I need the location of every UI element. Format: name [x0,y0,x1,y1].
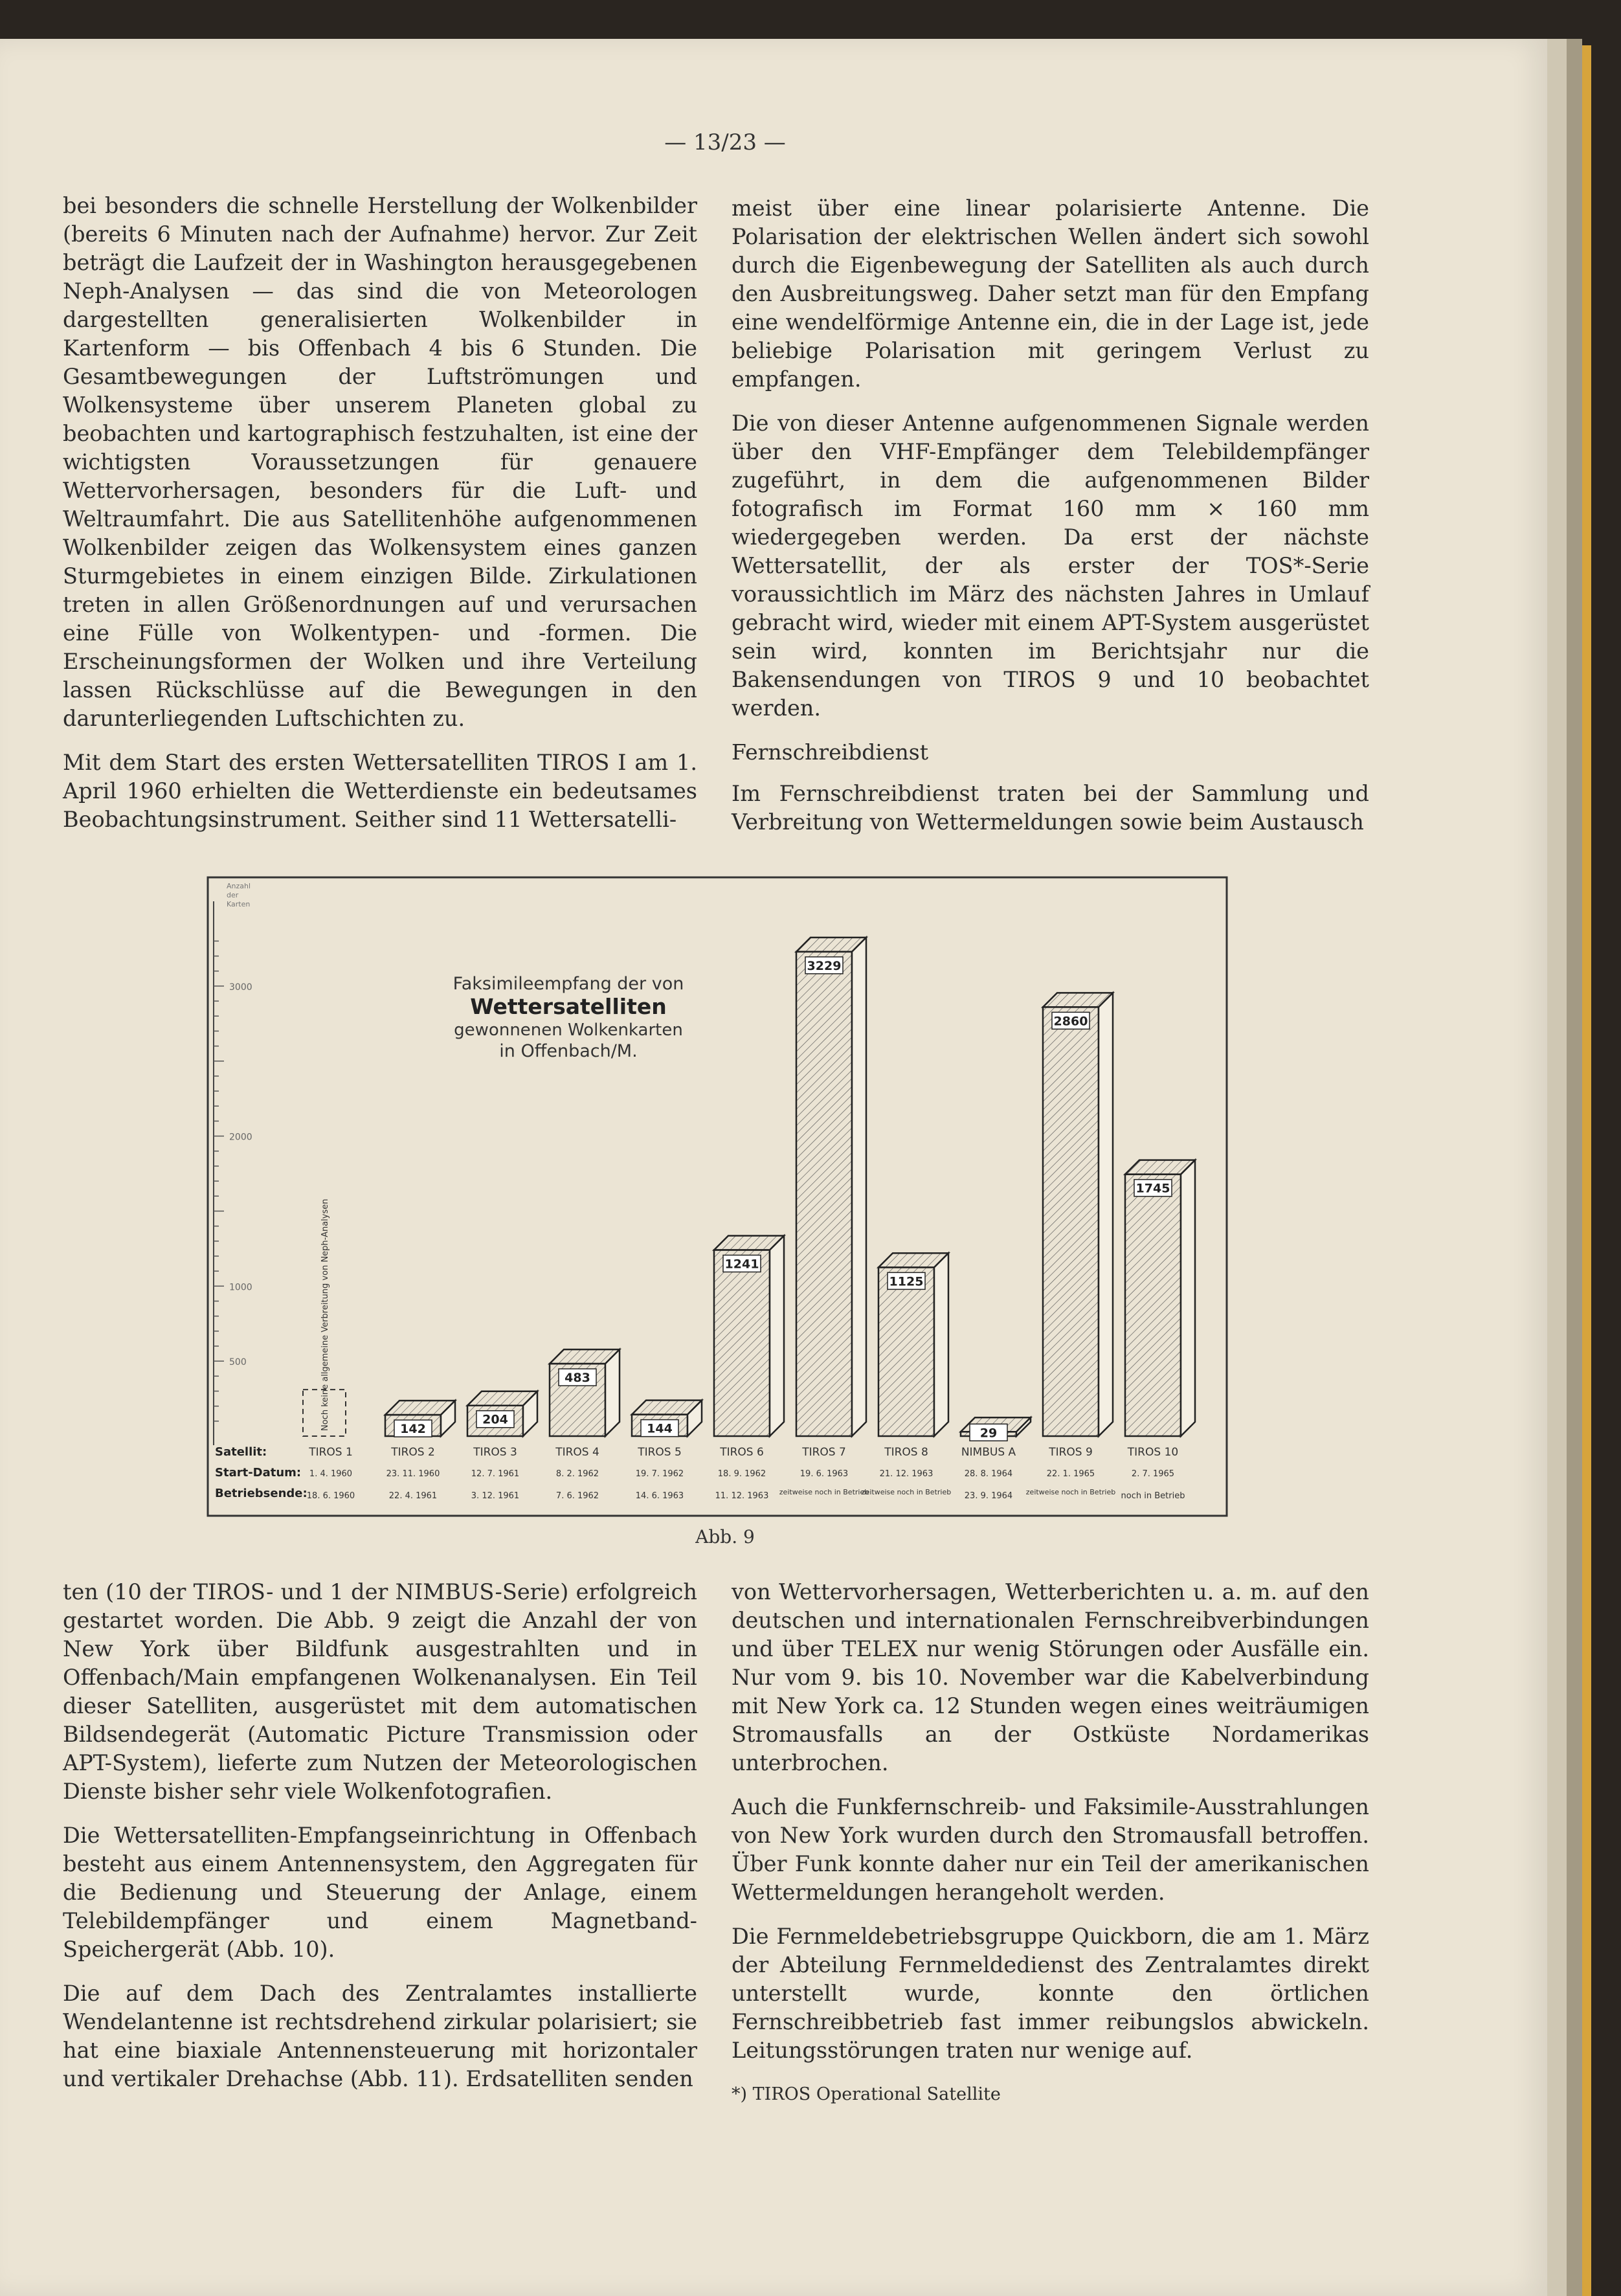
bar-side [1181,1160,1195,1436]
y-tick-label: 500 [229,1357,247,1368]
paragraph: Die von dieser Antenne aufgenommenen Signale werden über den VHF-Empfänger dem Telebildempfänger zugeführt, in dem die aufgenommenen Bilder fotografisch im Format 160 mm × 160 mm wiedergegeben werden. Da erst der nächste Wettersatellit, der als erster der TOS*-Serie voraussichtlich im März des nächsten Jahres in Umlauf gebracht wird, wieder mit einem APT-System ausgerüstet sein wird, konnten im Berichtsjahr nur die Bakensendungen von TIROS 9 und 10 beobachtet werden. [732,411,1369,721]
y-axis-label: der [227,891,239,899]
category-label: TIROS 7 [802,1446,846,1459]
book-binding-edge [1582,45,1591,2296]
chart-title-main: Wettersatelliten [470,994,667,1019]
end-date-label: zeitweise noch in Betrieb [779,1488,869,1496]
bar-value-label: 1241 [724,1257,759,1272]
start-date-label: 23. 11. 1960 [386,1469,440,1479]
end-date-label: zeitweise noch in Betrieb [1025,1488,1116,1496]
end-date-label: 18. 6. 1960 [306,1491,355,1501]
category-label: TIROS 4 [555,1446,599,1459]
start-date-label: 21. 12. 1963 [879,1469,933,1479]
y-axis-label: Anzahl [227,882,251,890]
y-axis-label: Karten [227,900,251,908]
bar-value-label: 144 [647,1421,673,1436]
bar-value-label: 29 [979,1426,998,1441]
bar-value-label: 3229 [807,958,842,973]
bar-value-label: 142 [400,1422,426,1437]
start-date-label: 19. 6. 1963 [799,1469,849,1479]
bar-side [1099,993,1113,1436]
bar-front [1125,1175,1181,1436]
paragraph: Die Fernmeldebetriebsgruppe Quickborn, die am 1. März der Abteilung Fernmeldedienst des Zentralamtes direkt unterstellt wurde, konnte den örtlichen Fernschreibbetrieb fast immer reibungslos abwickeln. Leitungsstörungen traten nur wenige auf. [732,1924,1369,2063]
y-tick-label: 2000 [229,1132,252,1143]
end-date-label: 22. 4. 1961 [388,1491,438,1501]
bar-side [770,1235,784,1436]
left-column-bottom [63,1578,697,2109]
category-label: TIROS 3 [473,1446,517,1459]
bar-value-label: 204 [482,1412,508,1427]
end-date-label: noch in Betrieb [1121,1491,1185,1501]
end-date-label: 23. 9. 1964 [964,1491,1013,1501]
no-data-note: Noch keine allgemeine Verbreitung von Neph-Analysen [320,1199,330,1431]
category-label: TIROS 10 [1127,1446,1179,1459]
bar-value-label: 1125 [889,1274,924,1289]
row-label: Satellit: [215,1445,267,1459]
category-label: TIROS 8 [884,1446,928,1459]
section-heading: Fernschreibdienst [732,739,928,765]
paragraph: von Wettervorhersagen, Wetterberichten u. a. m. auf den deutschen und internationalen Fernschreibverbindungen und über TELEX nur wenig Störungen oder Ausfälle ein. Nur vom 9. bis 10. November war die Kabelverbindung mit New York ca. 12 Stunden wegen eines weiträumigen Stromausfalls an der Ostküste Nordamerikas unterbrochen. [732,1579,1369,1775]
start-date-label: 1. 4. 1960 [309,1469,353,1479]
bar-front [1043,1007,1099,1436]
bar-side [852,938,866,1436]
row-label: Betriebsende: [215,1487,307,1500]
row-label: Start-Datum: [215,1466,302,1480]
end-date-label: 11. 12. 1963 [715,1491,769,1501]
page-number-header: — 13/23 — [664,129,786,155]
paragraph: Im Fernschreibdienst traten bei der Sammlung und Verbreitung von Wettermeldungen sowie beim Austausch [732,781,1369,835]
end-date-label: 7. 6. 1962 [555,1491,599,1501]
start-date-label: 18. 9. 1962 [717,1469,766,1479]
paragraph: ten (10 der TIROS- und 1 der NIMBUS-Serie) erfolgreich gestartet worden. Die Abb. 9 zeigt die Anzahl der von New York über Bildfunk ausgestrahlten und in Offenbach/Main empfangenen Wolkenanalysen. Ein Teil dieser Satelliten, ausgerüstet mit dem automatischen Bildsendegerät (Automatic Picture Transmission oder APT-System), lieferte zum Nutzen der Meteorologischen Dienste bisher sehr viele Wolkenfotografien. [63,1579,697,1804]
start-date-label: 2. 7. 1965 [1131,1469,1175,1479]
chart-title-line: in Offenbach/M. [499,1041,638,1061]
y-tick-label: 1000 [229,1282,252,1293]
bar-chart [206,875,1229,1518]
start-date-label: 8. 2. 1962 [555,1469,599,1479]
start-date-label: 28. 8. 1964 [964,1469,1013,1479]
end-date-label: 3. 12. 1961 [471,1491,520,1501]
paragraph: Die Wettersatelliten-Empfangseinrichtung in Offenbach besteht aus einem Antennensystem, den Aggregaten für die Bedienung und Steuerung der Anlage, einem Telebildempfänger und einem Magnetband-Speichergerät (Abb. 10). [63,1823,697,1962]
right-column-top [732,194,1369,852]
figure-caption: Abb. 9 [695,1526,755,1548]
category-label: TIROS 6 [720,1446,764,1459]
chart-title-line: gewonnenen Wolkenkarten [454,1020,683,1040]
chart-title-line: Faksimileempfang der von [453,974,684,994]
paragraph: Die auf dem Dach des Zentralamtes installierte Wendelantenne ist rechtsdrehend zirkular polarisiert; sie hat eine biaxiale Antennensteuerung mit horizontaler und vertikaler Drehachse (Abb. 11). Erdsatelliten senden [63,1981,697,2091]
bar-side [605,1349,620,1436]
end-date-label: zeitweise noch in Betrieb [861,1488,952,1496]
bar-value-label: 483 [565,1371,590,1386]
start-date-label: 22. 1. 1965 [1046,1469,1095,1479]
start-date-label: 19. 7. 1962 [635,1469,684,1479]
page-edge-shadow [1567,39,1582,2296]
right-column-bottom [732,1578,1369,2124]
left-column-top [63,192,697,850]
category-label: TIROS 5 [638,1446,682,1459]
figure-chart [206,875,1229,1518]
paragraph: meist über eine linear polarisierte Antenne. Die Polarisation der elektrischen Wellen ändert sich sowohl durch die Eigenbewegung der Satelliten als auch durch den Ausbreitungsweg. Daher setzt man für den Empfang eine wendelförmige Antenne ein, die in der Lage ist, jede beliebige Polarisation mit geringem Verlust zu empfangen. [732,196,1369,392]
page-edge [1547,39,1567,2296]
bar-front [714,1250,770,1436]
end-date-label: 14. 6. 1963 [635,1491,684,1501]
paragraph: Auch die Funkfernschreib- und Faksimile-Ausstrahlungen von New York wurden durch den Stromausfall betroffen. Über Funk konnte daher nur ein Teil der amerikanischen Wettermeldungen herangeholt werden. [732,1794,1369,1905]
paragraph: Mit dem Start des ersten Wettersatelliten TIROS I am 1. April 1960 erhielten die Wetterdienste ein bedeutsames Beobachtungsinstrument. Seither sind 11 Wettersatelli- [63,750,697,832]
category-label: NIMBUS A [961,1446,1016,1459]
category-label: TIROS 2 [391,1446,435,1459]
y-tick-label: 3000 [229,982,252,993]
category-label: TIROS 9 [1049,1446,1093,1459]
start-date-label: 12. 7. 1961 [471,1469,520,1479]
paragraph: bei besonders die schnelle Herstellung der Wolkenbilder (bereits 6 Minuten nach der Aufnahme) hervor. Zur Zeit beträgt die Laufzeit der in Washington herausgegebenen Neph-Analysen — das sind die von Meteorologen dargestellten generalisierten Wolkenbilder in Kartenform — bis Offenbach 4 bis 6 Stunden. Die Gesamtbewegungen der Luftströmungen und Wolkensysteme über unserem Planeten global zu beobachten und kartographisch festzuhalten, ist eine der wichtigsten Voraussetzungen für genauere Wettervorhersagen, besonders für die Luft- und Weltraumfahrt. Die aus Satellitenhöhe aufgenommenen Wolkenbilder zeigen das Wolkensystem eines ganzen Sturmgebietes in einem einzigen Bilde. Zirkulationen treten in allen Größenordnungen auf und verursachen eine Fülle von Wolkentypen- und -formen. Die Erscheinungsformen der Wolken und ihre Verteilung lassen Rückschlüsse auf die Bewegungen in den darunterliegenden Luftschichten zu. [63,193,697,731]
bar-front [878,1267,934,1436]
bar-value-label: 1745 [1135,1181,1170,1196]
bar-front [796,952,852,1436]
bar-value-label: 2860 [1053,1014,1088,1029]
bar-side [934,1253,948,1436]
footnote: *) TIROS Operational Satellite [732,2084,1001,2104]
category-label: TIROS 1 [309,1446,353,1459]
